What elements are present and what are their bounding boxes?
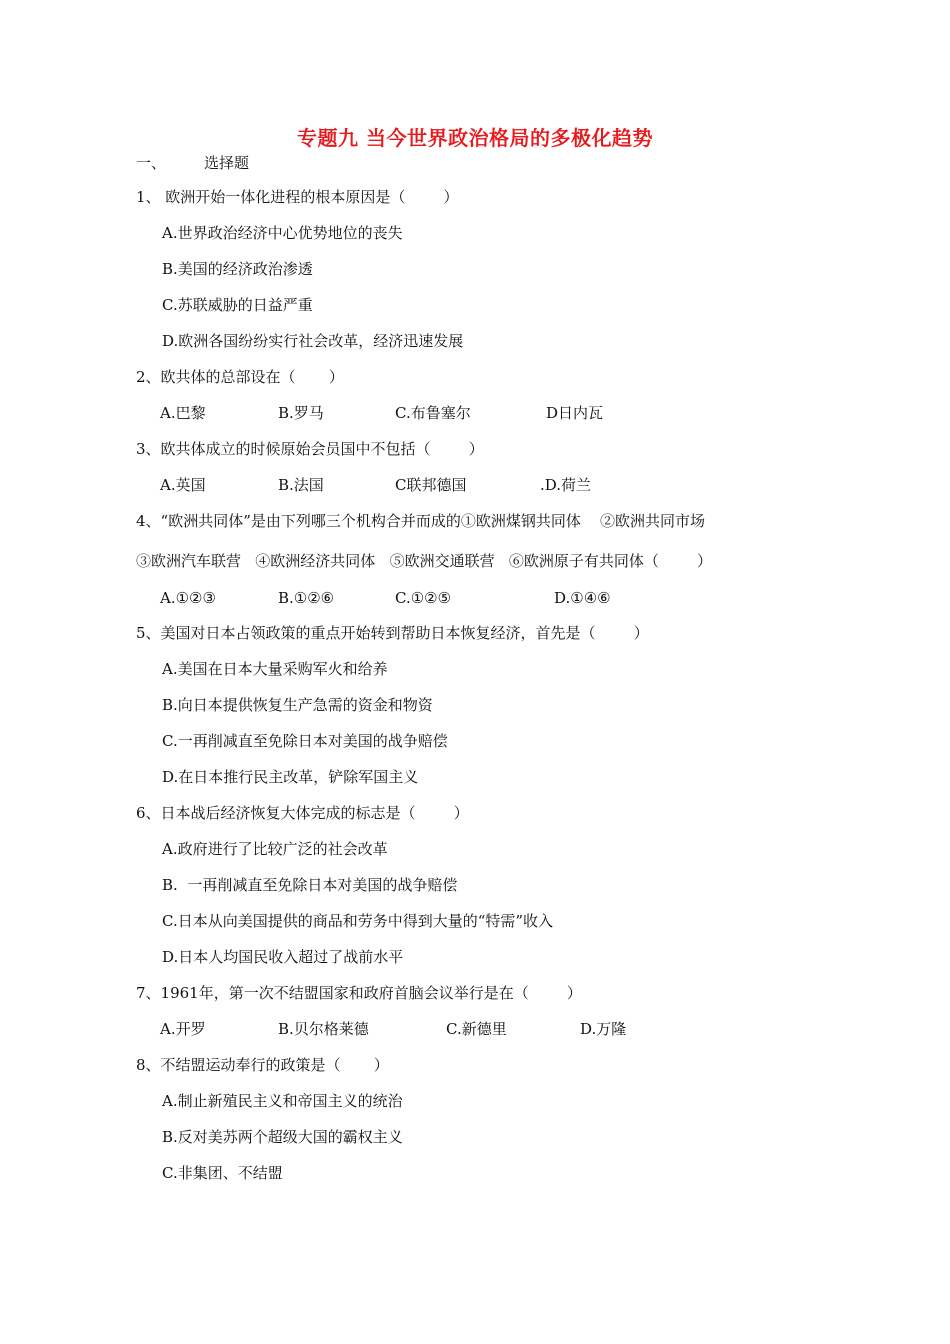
question-2-stem: 2、欧共体的总部设在（ ） [136,368,344,386]
question-4-stem: 4、“欧洲共同体”是由下列哪三个机构合并而成的①欧洲煤钢共同体 ②欧洲共同市场 [136,512,705,530]
question-4-option-a: A.①②③ [160,589,216,607]
question-7-stem: 7、1961年，第一次不结盟国家和政府首脑会议举行是在（ ） [136,984,582,1002]
question-2-option-b: B.罗马 [278,404,324,422]
question-1-option-b: B.美国的经济政治渗透 [162,260,313,278]
question-5-option-c: C.一再削减直至免除日本对美国的战争赔偿 [162,732,448,750]
question-3-option-a: A.英国 [160,476,206,494]
question-5-stem: 5、美国对日本占领政策的重点开始转到帮助日本恢复经济，首先是（ ） [136,624,649,642]
question-8-option-c: C.非集团、不结盟 [162,1164,283,1182]
question-8-option-a: A.制止新殖民主义和帝国主义的统治 [162,1092,403,1110]
page-title: 专题九 当今世界政治格局的多极化趋势 [297,126,653,150]
question-6-option-b: B. 一再削减直至免除日本对美国的战争赔偿 [162,876,458,894]
question-7-option-b: B.贝尔格莱德 [278,1020,369,1038]
question-2-option-d: D日内瓦 [546,404,604,422]
question-2-option-a: A.巴黎 [160,404,206,422]
question-7-option-a: A.开罗 [160,1020,206,1038]
question-5-option-d: D.在日本推行民主改革，铲除军国主义 [162,768,419,786]
question-4-option-d: D.①④⑥ [554,589,611,607]
question-1-option-d: D.欧洲各国纷纷实行社会改革，经济迅速发展 [162,332,464,350]
section-label: 选择题 [204,154,250,172]
question-7-option-c: C.新德里 [446,1020,507,1038]
question-4-stem-continued: ③欧洲汽车联营 ④欧洲经济共同体 ⑤欧洲交通联营 ⑥欧洲原子有共同体（ ） [136,552,713,570]
question-8-option-b: B.反对美苏两个超级大国的霸权主义 [162,1128,403,1146]
section-number: 一、 [136,154,167,172]
question-1-option-a: A.世界政治经济中心优势地位的丧失 [162,224,403,242]
question-5-option-b: B.向日本提供恢复生产急需的资金和物资 [162,696,433,714]
question-5-option-a: A.美国在日本大量采购军火和给养 [162,660,388,678]
section-heading [136,152,249,174]
question-4-option-c: C.①②⑤ [395,589,452,607]
question-6-option-a: A.政府进行了比较广泛的社会改革 [162,840,388,858]
question-2-option-c: C.布鲁塞尔 [395,404,471,422]
question-7-option-d: D.万隆 [580,1020,627,1038]
question-3-option-c: C联邦德国 [395,476,467,494]
question-6-option-c: C.日本从向美国提供的商品和劳务中得到大量的“特需”收入 [162,912,554,930]
question-1-stem: 1、 欧洲开始一体化进程的根本原因是（ ） [136,188,459,206]
question-1-option-c: C.苏联威胁的日益严重 [162,296,313,314]
question-3-option-d: .D.荷兰 [540,476,592,494]
question-3-stem: 3、欧共体成立的时候原始会员国中不包括（ ） [136,440,484,458]
question-3-option-b: B.法国 [278,476,324,494]
question-6-stem: 6、日本战后经济恢复大体完成的标志是（ ） [136,804,469,822]
question-4-option-b: B.①②⑥ [278,589,335,607]
question-8-stem: 8、不结盟运动奉行的政策是（ ） [136,1056,389,1074]
question-6-option-d: D.日本人均国民收入超过了战前水平 [162,948,404,966]
